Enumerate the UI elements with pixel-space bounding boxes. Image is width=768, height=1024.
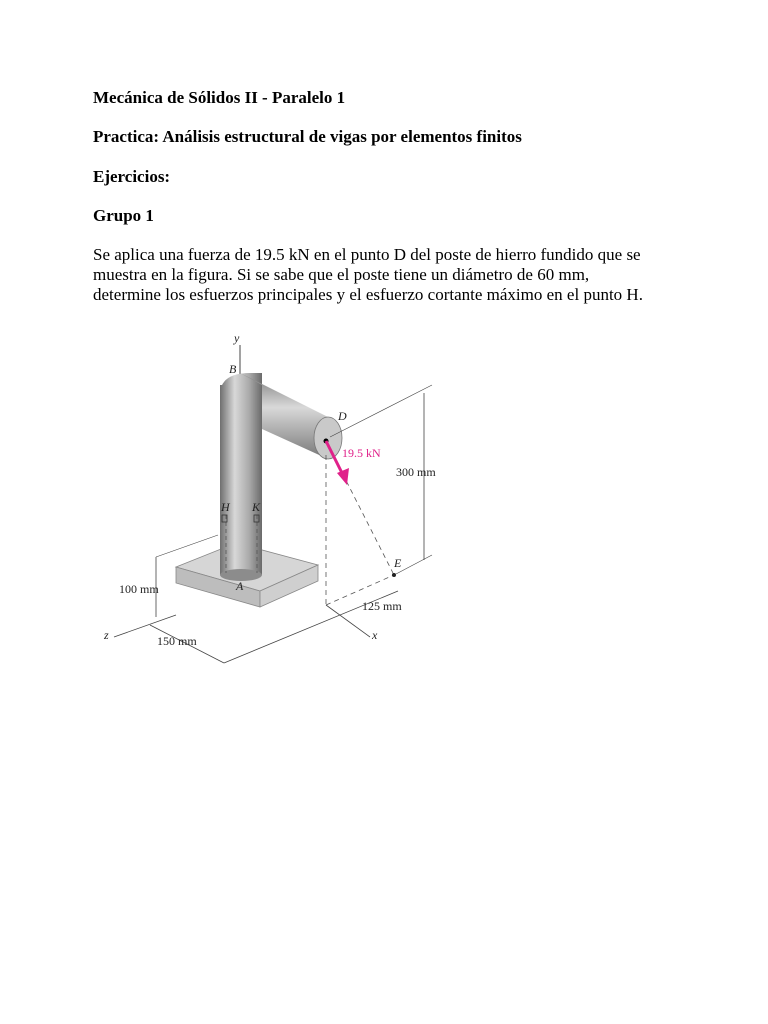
post-figure	[100, 325, 460, 670]
force-arrow-head	[337, 468, 349, 485]
document-title: Mecánica de Sólidos II - Paralelo 1	[93, 88, 346, 107]
dim-300-bottom-ext	[396, 555, 432, 574]
dim-300-label: 300 mm	[396, 465, 436, 479]
point-a-label: A	[236, 579, 244, 593]
force-label: 19.5 kN	[342, 446, 381, 460]
point-e-label: E	[394, 556, 402, 570]
x-axis-label: x	[372, 628, 378, 642]
point-h-label: H	[221, 500, 230, 514]
dim-125-label: 125 mm	[362, 599, 402, 613]
practice-title: Practica: Análisis estructural de vigas por elementos finitos	[93, 127, 522, 146]
problem-line: determine los esfuerzos principales y el esfuerzo cortante máximo en el punto H.	[93, 285, 643, 304]
problem-line: muestra en la figura. Si se sabe que el poste tiene un diámetro de 60 mm,	[93, 265, 590, 284]
arm-end-face	[314, 417, 342, 459]
point-k-label: K	[252, 500, 261, 514]
point-b-label: B	[229, 362, 237, 376]
group-heading: Grupo 1	[93, 206, 154, 225]
point-e-dot	[392, 573, 396, 577]
exercises-heading: Ejercicios:	[93, 167, 171, 186]
problem-statement	[93, 245, 693, 305]
y-axis-label: y	[234, 331, 240, 345]
z-axis-label: z	[104, 628, 109, 642]
dim-150-label: 150 mm	[157, 634, 197, 648]
point-d-label: D	[338, 409, 347, 423]
problem-line: Se aplica una fuerza de 19.5 kN en el punto D del poste de hierro fundido que se	[93, 245, 641, 264]
dim-100-label: 100 mm	[119, 582, 159, 596]
